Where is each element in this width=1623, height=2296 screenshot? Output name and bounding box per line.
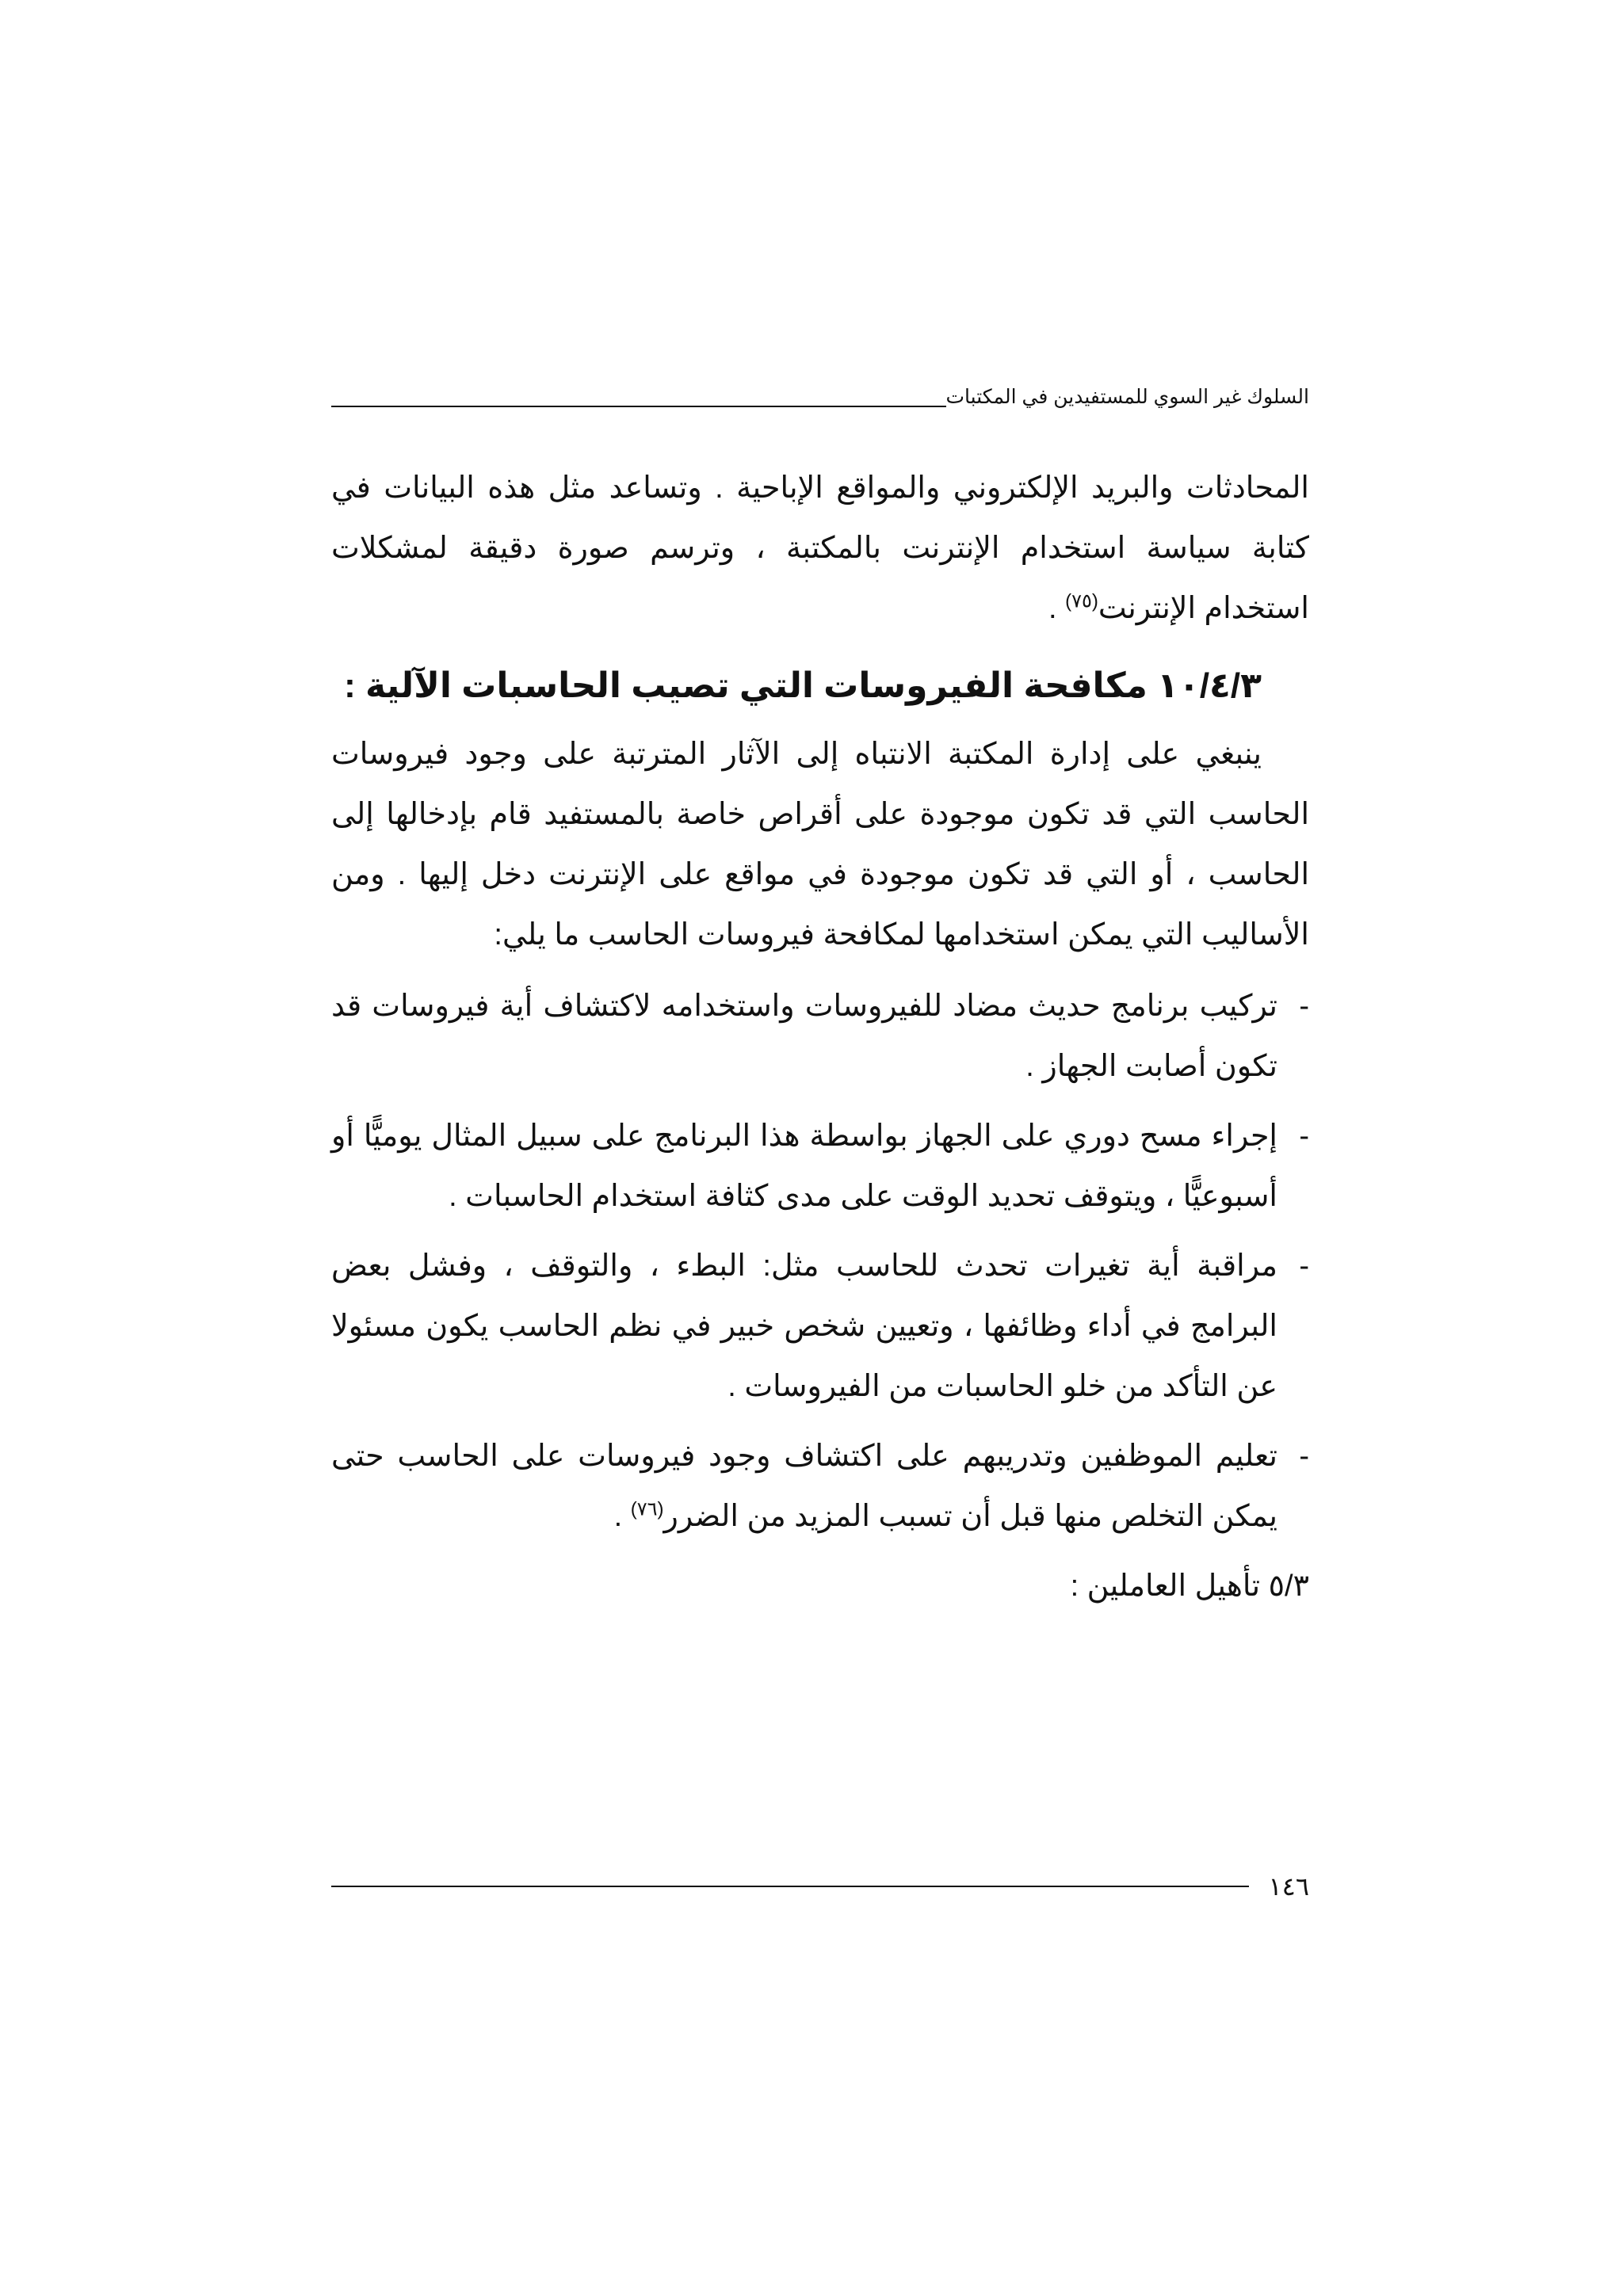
bullet-dash: -	[1299, 1249, 1309, 1283]
list-item-text	[331, 1426, 1290, 1547]
paragraph-2: ينبغي على إدارة المكتبة الانتباه إلى الآثار المترتبة على وجود فيروسات الحاسب التي قد تكون موجودة على أقراص خاصة بالمستفيد قام بإدخالها إلى الحاسب ، أو التي قد تكون موجودة في مواقع على الإنترنت دخل إليها . ومن الأساليب التي يمكن استخدامها لمكافحة فيروسات الحاسب ما يلي:	[331, 738, 1309, 952]
list-item-text	[331, 1106, 1290, 1226]
bullet-dash: -	[1299, 1440, 1309, 1473]
header-rule	[331, 406, 946, 407]
page-content	[331, 458, 1309, 1646]
list-item	[331, 1236, 1309, 1417]
bullet-dash: -	[1299, 1119, 1309, 1153]
bullet-dash: -	[1299, 990, 1309, 1023]
list-item	[331, 1426, 1309, 1547]
list-item-text	[331, 1236, 1290, 1417]
list-item-body: تعليم الموظفين وتدريبهم على اكتشاف وجود فيروسات على الحاسب حتى يمكن التخلص منها قبل أن تسبب المزيد من الضرر	[331, 1440, 1277, 1533]
list-item-text	[331, 976, 1290, 1097]
footer-rule	[331, 1886, 1249, 1887]
paragraph-1	[331, 458, 1309, 639]
list-item	[331, 976, 1309, 1097]
section-title: ١٠/٤/٣ مكافحة الفيروسات التي تصيب الحاسبات الآلية :	[344, 666, 1262, 705]
paragraph-1-end: .	[1048, 592, 1066, 625]
list-item-end: .	[613, 1500, 631, 1533]
running-header	[331, 374, 1309, 414]
bullet-list	[331, 976, 1309, 1547]
list-item-body: تركيب برنامج حديث مضاد للفيروسات واستخدامه لاكتشاف أية فيروسات قد تكون أصابت الجهاز .	[331, 990, 1277, 1083]
subsection-heading: ٥/٣ تأهيل العاملين :	[1070, 1569, 1309, 1603]
footnote-ref-76: (٧٦)	[630, 1498, 664, 1520]
footnote-ref-75: (٧٥)	[1065, 590, 1098, 612]
list-item-body: مراقبة أية تغيرات تحدث للحاسب مثل: البطء ، والتوقف ، وفشل بعض البرامج في أداء وظائفها ، وتعيين شخص خبير في نظم الحاسب يكون مسئولا عن التأكد من خلو الحاسبات من الفيروسات .	[331, 1249, 1277, 1403]
paragraph-1-text: المحادثات والبريد الإلكتروني والمواقع الإباحية . وتساعد مثل هذه البيانات في كتابة سياسة استخدام الإنترنت بالمكتبة ، وترسم صورة دقيقة لمشكلات استخدام الإنترنت	[331, 471, 1309, 625]
page-footer	[331, 1867, 1309, 1906]
running-title: السلوك غير السوي للمستفيدين في المكتبات	[945, 386, 1309, 408]
page-number: ١٤٦	[1268, 1872, 1309, 1901]
list-item-body: إجراء مسح دوري على الجهاز بواسطة هذا البرنامج على سبيل المثال يوميًّا أو أسبوعيًّا ، ويتوقف تحديد الوقت على مدى كثافة استخدام الحاسبات .	[331, 1119, 1277, 1213]
list-item	[331, 1106, 1309, 1226]
